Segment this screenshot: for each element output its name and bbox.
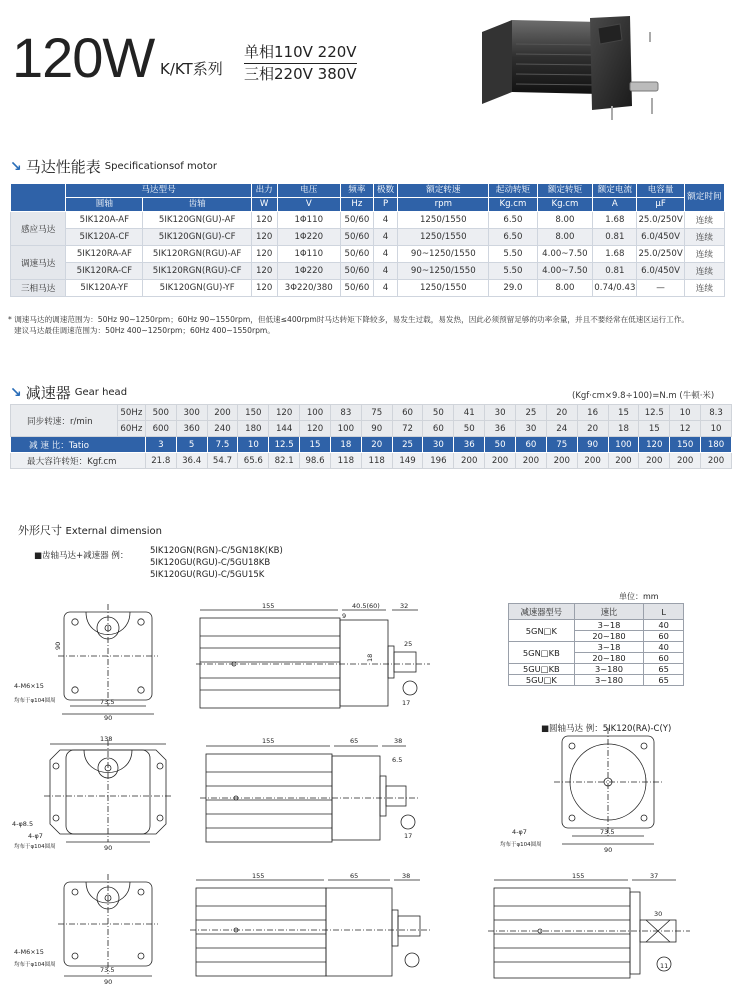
ratio-cell: 30 bbox=[423, 437, 454, 453]
motor-cell: 1.68 bbox=[593, 212, 637, 229]
dimension-title-en: External dimension bbox=[65, 526, 162, 537]
reducer-length: 60 bbox=[644, 631, 684, 642]
three-phase-voltage: 三相220V 380V bbox=[244, 65, 357, 83]
reducer-ratio: 20~180 bbox=[574, 631, 644, 642]
dim-37: 37 bbox=[650, 872, 659, 880]
dim-90-b: 90 bbox=[104, 844, 113, 852]
motor-cell: 50/60 bbox=[341, 229, 374, 246]
speed-50-cell: 15 bbox=[608, 405, 639, 421]
motor-cell: 4 bbox=[373, 280, 397, 297]
speed-50-cell: 12.5 bbox=[639, 405, 670, 421]
example-model: 5IK120GN(RGN)-C/5GN18K(KB) bbox=[150, 546, 283, 556]
example-model-list bbox=[150, 545, 283, 581]
motor-cell: 4.00~7.50 bbox=[537, 246, 593, 263]
speed-50-cell: 83 bbox=[330, 405, 361, 421]
example-model: 5IK120GU(RGU)-C/5GU15K bbox=[150, 570, 265, 580]
motor-cell: 5IK120GN(GU)-CF bbox=[143, 229, 251, 246]
torque-cell: 98.6 bbox=[300, 453, 331, 469]
motor-cell: 连续 bbox=[684, 280, 724, 297]
speed-60-cell: 90 bbox=[361, 421, 392, 437]
motor-cell: 5IK120RGN(RGU)-CF bbox=[143, 263, 251, 280]
dim-65-c: 65 bbox=[350, 872, 359, 880]
motor-row bbox=[11, 229, 725, 246]
dim-90-v: 90 bbox=[54, 641, 62, 650]
speed-50-cell: 8.3 bbox=[701, 405, 732, 421]
motor-cell: 1Φ220 bbox=[277, 263, 340, 280]
torque-cell: 118 bbox=[330, 453, 361, 469]
dim-17: 17 bbox=[402, 699, 411, 707]
shaft-section-2 bbox=[401, 815, 415, 829]
motor-cell: 5.50 bbox=[489, 263, 537, 280]
power-title: 120W bbox=[12, 26, 155, 89]
reducer-length: 65 bbox=[644, 664, 684, 675]
motor-cell: 5IK120GN(GU)-AF bbox=[143, 212, 251, 229]
ratio-cell: 5 bbox=[176, 437, 207, 453]
motor-cell: 6.0/450V bbox=[637, 229, 684, 246]
torque-cell: 200 bbox=[454, 453, 485, 469]
side-view-3 bbox=[190, 880, 432, 976]
motor-cell: 连续 bbox=[684, 246, 724, 263]
dim-17-b: 17 bbox=[404, 832, 413, 840]
speed-50-cell: 41 bbox=[454, 405, 485, 421]
ratio-cell: 25 bbox=[392, 437, 423, 453]
ratio-cell: 3 bbox=[145, 437, 176, 453]
torque-row bbox=[11, 453, 732, 469]
gear-motor-label: ■齿轴马达+减速器 例： bbox=[34, 551, 129, 561]
speed-50-cell: 16 bbox=[577, 405, 608, 421]
round-motor-front bbox=[554, 728, 662, 844]
dim-9: 9 bbox=[342, 612, 347, 620]
motor-cell: 5IK120A-CF bbox=[66, 229, 143, 246]
speed-60-cell: 72 bbox=[392, 421, 423, 437]
speed-60-cell: 36 bbox=[485, 421, 516, 437]
shaft-section-1 bbox=[403, 681, 417, 695]
motor-cell: 8.00 bbox=[537, 229, 593, 246]
col-gear-shaft: 齿轴 bbox=[143, 198, 251, 212]
speed-60-cell: 10 bbox=[701, 421, 732, 437]
ratio-cell: 36 bbox=[454, 437, 485, 453]
motor-cell: 8.00 bbox=[537, 212, 593, 229]
torque-cell: 149 bbox=[392, 453, 423, 469]
gear-section-title: 减速器 bbox=[25, 384, 71, 402]
phi7-label: 4-φ7 bbox=[28, 832, 43, 840]
speed-50-cell: 60 bbox=[392, 405, 423, 421]
motor-cell: 90~1250/1550 bbox=[398, 263, 489, 280]
motor-cell: 50/60 bbox=[341, 212, 374, 229]
motor-cell: 5.50 bbox=[489, 246, 537, 263]
motor-section-title: 马达性能表 bbox=[25, 158, 101, 176]
example-model: 5IK120GU(RGU)-C/5GU18KB bbox=[150, 558, 271, 568]
col-poles: 极数 bbox=[373, 184, 397, 198]
ratio-cell: 7.5 bbox=[207, 437, 238, 453]
motor-cell: 5IK120RGN(RGU)-AF bbox=[143, 246, 251, 263]
side-view-2 bbox=[200, 746, 420, 842]
motor-cell: 5IK120A-YF bbox=[66, 280, 143, 297]
dim-155: 155 bbox=[262, 602, 275, 610]
reducer-model: 5GU□KB bbox=[509, 664, 575, 675]
motor-cell: 50/60 bbox=[341, 246, 374, 263]
motor-group-label: 调速马达 bbox=[11, 246, 66, 280]
speed-60-cell: 15 bbox=[639, 421, 670, 437]
motor-row bbox=[11, 280, 725, 297]
ratio-cell: 15 bbox=[300, 437, 331, 453]
torque-cell: 21.8 bbox=[145, 453, 176, 469]
motor-section-heading bbox=[10, 156, 217, 177]
dimension-title: 外形尺寸 bbox=[18, 524, 62, 537]
torque-cell: 36.4 bbox=[176, 453, 207, 469]
torque-unit-note: (Kgf·cm×9.8÷100)=N.m (牛顿·米) bbox=[572, 391, 715, 401]
torque-cell: 200 bbox=[608, 453, 639, 469]
hz60-label: 60Hz bbox=[117, 421, 145, 437]
motor-cell: 连续 bbox=[684, 263, 724, 280]
motor-cell: 25.0/250V bbox=[637, 212, 684, 229]
dim-73-5: 73.5 bbox=[100, 698, 115, 706]
dim-90-c: 90 bbox=[104, 978, 113, 986]
col-start-torque: 起动转矩 bbox=[489, 184, 537, 198]
col-rated-speed: 额定转速 bbox=[398, 184, 489, 198]
motor-cell: 1Φ110 bbox=[277, 212, 340, 229]
motor-cell: 50/60 bbox=[341, 280, 374, 297]
motor-row bbox=[11, 246, 725, 263]
motor-cell: 1Φ110 bbox=[277, 246, 340, 263]
pcd-label-c: 均布于φ104圆周 bbox=[14, 962, 56, 968]
reducer-length: 40 bbox=[644, 620, 684, 631]
speed-60-cell: 600 bbox=[145, 421, 176, 437]
reducer-ratio: 20~180 bbox=[574, 653, 644, 664]
speed-50-cell: 500 bbox=[145, 405, 176, 421]
motor-cell: 0.81 bbox=[593, 263, 637, 280]
col-round-shaft: 圆轴 bbox=[66, 198, 143, 212]
ratio-cell: 100 bbox=[608, 437, 639, 453]
ratio-cell: 180 bbox=[701, 437, 732, 453]
speed-60-cell: 60 bbox=[423, 421, 454, 437]
motor-cell: 25.0/250V bbox=[637, 246, 684, 263]
col-voltage: 电压 bbox=[277, 184, 340, 198]
motor-cell: 4.00~7.50 bbox=[537, 263, 593, 280]
dimension-drawings bbox=[0, 590, 750, 988]
speed-50-cell: 25 bbox=[516, 405, 547, 421]
dimension-heading bbox=[18, 522, 162, 538]
ratio-cell: 75 bbox=[546, 437, 577, 453]
speed-60-cell: 360 bbox=[176, 421, 207, 437]
col-length: L bbox=[644, 604, 684, 620]
motor-cell: 0.74/0.43 bbox=[593, 280, 637, 297]
reducer-ratio: 3~180 bbox=[574, 675, 644, 686]
unit-label: 单位：mm bbox=[619, 592, 659, 601]
speed-50-cell: 100 bbox=[300, 405, 331, 421]
torque-cell: 200 bbox=[546, 453, 577, 469]
ratio-cell: 120 bbox=[639, 437, 670, 453]
motor-cell: — bbox=[637, 280, 684, 297]
speed-60-cell: 120 bbox=[300, 421, 331, 437]
motor-cell: 6.50 bbox=[489, 229, 537, 246]
motor-cell: 1.68 bbox=[593, 246, 637, 263]
motor-cell: 连续 bbox=[684, 212, 724, 229]
motor-cell: 120 bbox=[251, 246, 277, 263]
torque-cell: 200 bbox=[639, 453, 670, 469]
motor-cell: 6.50 bbox=[489, 212, 537, 229]
reducer-ratio: 3~180 bbox=[574, 664, 644, 675]
shaft-section-3 bbox=[405, 953, 419, 967]
col-rated-time: 额定时间 bbox=[684, 184, 724, 212]
col-ratio: 速比 bbox=[574, 604, 644, 620]
speed-50-cell: 200 bbox=[207, 405, 238, 421]
speed-60-cell: 18 bbox=[608, 421, 639, 437]
dim-32: 32 bbox=[400, 602, 409, 610]
dim-38: 38 bbox=[394, 737, 403, 745]
series-label: K/KT系列 bbox=[160, 60, 223, 78]
side-view-1 bbox=[196, 610, 430, 708]
motor-cell: 4 bbox=[373, 246, 397, 263]
dim-40-5: 40.5(60) bbox=[352, 602, 380, 610]
dim-90-r: 90 bbox=[604, 846, 613, 854]
motor-cell: 4 bbox=[373, 229, 397, 246]
dim-30: 30 bbox=[654, 910, 663, 918]
motor-cell: 5IK120RA-AF bbox=[66, 246, 143, 263]
motor-cell: 1Φ220 bbox=[277, 229, 340, 246]
dim-18: 18 bbox=[366, 653, 374, 662]
col-model: 马达型号 bbox=[66, 184, 252, 198]
pcd-label: 均布于φ104圆周 bbox=[14, 844, 56, 850]
dim-73-5-r: 73.5 bbox=[600, 828, 615, 836]
speed-60-cell: 30 bbox=[516, 421, 547, 437]
dim-38-c: 38 bbox=[402, 872, 411, 880]
motor-cell: 120 bbox=[251, 212, 277, 229]
ratio-cell: 12.5 bbox=[269, 437, 300, 453]
reducer-length: 65 bbox=[644, 675, 684, 686]
motor-cell: 1250/1550 bbox=[398, 280, 489, 297]
dim-155-c: 155 bbox=[252, 872, 265, 880]
ratio-cell: 90 bbox=[577, 437, 608, 453]
motor-cell: 1250/1550 bbox=[398, 229, 489, 246]
motor-cell: 6.0/450V bbox=[637, 263, 684, 280]
torque-cell: 118 bbox=[361, 453, 392, 469]
front-view-2 bbox=[44, 740, 172, 842]
gear-head-table bbox=[10, 404, 732, 469]
col-reducer-model: 减速器型号 bbox=[509, 604, 575, 620]
pcd-label-r: 均布于φ104圆周 bbox=[500, 842, 542, 848]
motor-cell: 5IK120A-AF bbox=[66, 212, 143, 229]
torque-label: 最大容许转矩：Kgf.cm bbox=[11, 453, 146, 469]
speed-60-cell: 20 bbox=[577, 421, 608, 437]
ratio-row bbox=[11, 437, 732, 453]
motor-cell: 29.0 bbox=[489, 280, 537, 297]
dim-90: 90 bbox=[104, 714, 113, 722]
speed-50-cell: 300 bbox=[176, 405, 207, 421]
phi8-label: 4-φ8.5 bbox=[12, 820, 34, 828]
m6-label: 4-M6×15 bbox=[14, 682, 44, 690]
motor-cell: 90~1250/1550 bbox=[398, 246, 489, 263]
torque-cell: 200 bbox=[485, 453, 516, 469]
col-frequency: 频率 bbox=[341, 184, 374, 198]
motor-photo bbox=[470, 10, 670, 130]
motor-cell: 4 bbox=[373, 263, 397, 280]
reducer-ratio: 3~18 bbox=[574, 620, 644, 631]
single-phase-voltage: 单相110V 220V bbox=[244, 42, 357, 64]
col-power: 出力 bbox=[251, 184, 277, 198]
ratio-cell: 10 bbox=[238, 437, 269, 453]
speed-60-cell: 12 bbox=[670, 421, 701, 437]
dim-155-r: 155 bbox=[572, 872, 585, 880]
ratio-cell: 20 bbox=[361, 437, 392, 453]
sync-speed-label: 同步转速：r/min bbox=[11, 405, 118, 437]
speed-50-cell: 30 bbox=[485, 405, 516, 421]
dim-155-b: 155 bbox=[262, 737, 275, 745]
arrow-down-right-icon: ↘ bbox=[10, 384, 22, 401]
motor-section-title-en: Specificationsof motor bbox=[104, 161, 217, 172]
col-rated-torque: 额定转矩 bbox=[537, 184, 593, 198]
ratio-cell: 18 bbox=[330, 437, 361, 453]
dim-25: 25 bbox=[404, 640, 413, 648]
torque-cell: 65.6 bbox=[238, 453, 269, 469]
sync-speed-50-row bbox=[11, 405, 732, 421]
ratio-cell: 150 bbox=[670, 437, 701, 453]
motor-group-label: 感应马达 bbox=[11, 212, 66, 246]
phi7-label-r: 4-φ7 bbox=[512, 828, 527, 836]
torque-cell: 82.1 bbox=[269, 453, 300, 469]
ratio-cell: 50 bbox=[485, 437, 516, 453]
motor-row bbox=[11, 212, 725, 229]
dim-6-5: 6.5 bbox=[392, 756, 403, 764]
dim-138: 138 bbox=[100, 735, 113, 743]
motor-group-label: 三相马达 bbox=[11, 280, 66, 297]
torque-cell: 200 bbox=[577, 453, 608, 469]
reducer-ratio: 3~18 bbox=[574, 642, 644, 653]
speed-60-cell: 24 bbox=[546, 421, 577, 437]
speed-50-cell: 75 bbox=[361, 405, 392, 421]
motor-cell: 8.00 bbox=[537, 280, 593, 297]
speed-50-cell: 10 bbox=[670, 405, 701, 421]
motor-cell: 连续 bbox=[684, 229, 724, 246]
note-line-2: 建议马达最佳调速范围为：50Hz 400~1250rpm；60Hz 400~1550rpm。 bbox=[14, 326, 275, 335]
speed-50-cell: 20 bbox=[546, 405, 577, 421]
motor-cell: 0.81 bbox=[593, 229, 637, 246]
pcd-label: 均布于φ104圆周 bbox=[14, 698, 56, 704]
hz50-label: 50Hz bbox=[117, 405, 145, 421]
motor-cell: 3Φ220/380 bbox=[277, 280, 340, 297]
motor-cell: 120 bbox=[251, 229, 277, 246]
front-view-3 bbox=[58, 874, 158, 976]
ratio-cell: 60 bbox=[516, 437, 547, 453]
sync-speed-60-row bbox=[11, 421, 732, 437]
torque-cell: 200 bbox=[670, 453, 701, 469]
speed-60-cell: 144 bbox=[269, 421, 300, 437]
speed-50-cell: 50 bbox=[423, 405, 454, 421]
motor-cell: 1250/1550 bbox=[398, 212, 489, 229]
speed-50-cell: 150 bbox=[238, 405, 269, 421]
note-line-1: * 调速马达的调速范围为：50Hz 90~1250rpm；60Hz 90~1550rpm，但低速≤400rpm时马达转矩下降较多，易发生过载，易发热，因此必须预留足够的功率余量，并且不要经常在低速区运行工作。 bbox=[8, 315, 689, 324]
motor-cell: 120 bbox=[251, 263, 277, 280]
arrow-down-right-icon: ↘ bbox=[10, 158, 22, 175]
round-shaft-motor-label: ■圆轴马达 例：5IK120(RA)-C(Y) bbox=[541, 724, 672, 734]
motor-cell: 5IK120GN(GU)-YF bbox=[143, 280, 251, 297]
gear-section-title-en: Gear head bbox=[74, 387, 128, 398]
motor-cell: 50/60 bbox=[341, 263, 374, 280]
torque-cell: 196 bbox=[423, 453, 454, 469]
dim-11: 11 bbox=[660, 962, 669, 970]
speed-60-cell: 180 bbox=[238, 421, 269, 437]
speed-60-cell: 100 bbox=[330, 421, 361, 437]
col-capacitor: 电容量 bbox=[637, 184, 684, 198]
speed-60-cell: 50 bbox=[454, 421, 485, 437]
torque-cell: 200 bbox=[701, 453, 732, 469]
motor-cell: 5IK120RA-CF bbox=[66, 263, 143, 280]
col-rated-current: 额定电流 bbox=[593, 184, 637, 198]
motor-cell: 120 bbox=[251, 280, 277, 297]
dim-65: 65 bbox=[350, 737, 359, 745]
torque-cell: 200 bbox=[516, 453, 547, 469]
torque-cell: 54.7 bbox=[207, 453, 238, 469]
speed-60-cell: 240 bbox=[207, 421, 238, 437]
motor-spec-table: 马达型号 出力 电压 频率 极数 额定转速 起动转矩 额定转矩 额定电流 电容量 额定时间 圆轴 齿轴 W V Hz P rpm Kg.cm Kg.cm A μF 感应马达 5IK120A-AF 5IK120GN(GU)-AF 120 1Φ110 50/60 4 1250/1550 6.50 8.00 1.68 25.0/250V 连续 5IK120A-CF 5IK120GN(GU)-CF 120 1Φ220 50/60 4 1250/1550 6.50 8.00 0.81 6.0/450V 连续 调速马达 5IK120RA-AF 5IK120RGN(RGU)-AF 120 1Φ110 50/60 4 90~1250/1550 5.50 4.00~7.50 1.68 25.0/250V 连续 5IK120RA-CF 5IK120RGN(RGU)-CF 120 1Φ220 50/60 4 90~1250/1550 5.50 4.00~7.50 0.81 6.0/450V 连续 三相马达 5IK120A-YF 5IK120GN(GU)-YF 120 3Φ220/380 50/60 4 1250/1550 29.0 8.00 0.74/0.43 — 连续 bbox=[10, 183, 725, 297]
reducer-model: 5GN□K bbox=[509, 620, 575, 642]
reducer-length: 40 bbox=[644, 642, 684, 653]
reducer-model: 5GU□K bbox=[509, 675, 575, 686]
m6-label-c: 4-M6×15 bbox=[14, 948, 44, 956]
reducer-model: 5GN□KB bbox=[509, 642, 575, 664]
speed-50-cell: 120 bbox=[269, 405, 300, 421]
gear-section-heading bbox=[10, 382, 127, 403]
motor-row bbox=[11, 263, 725, 280]
dim-73-5-c: 73.5 bbox=[100, 966, 115, 974]
speed-notes bbox=[8, 314, 738, 336]
ratio-label: 减 速 比：Tatio bbox=[11, 437, 146, 453]
reducer-length: 60 bbox=[644, 653, 684, 664]
motor-cell: 4 bbox=[373, 212, 397, 229]
